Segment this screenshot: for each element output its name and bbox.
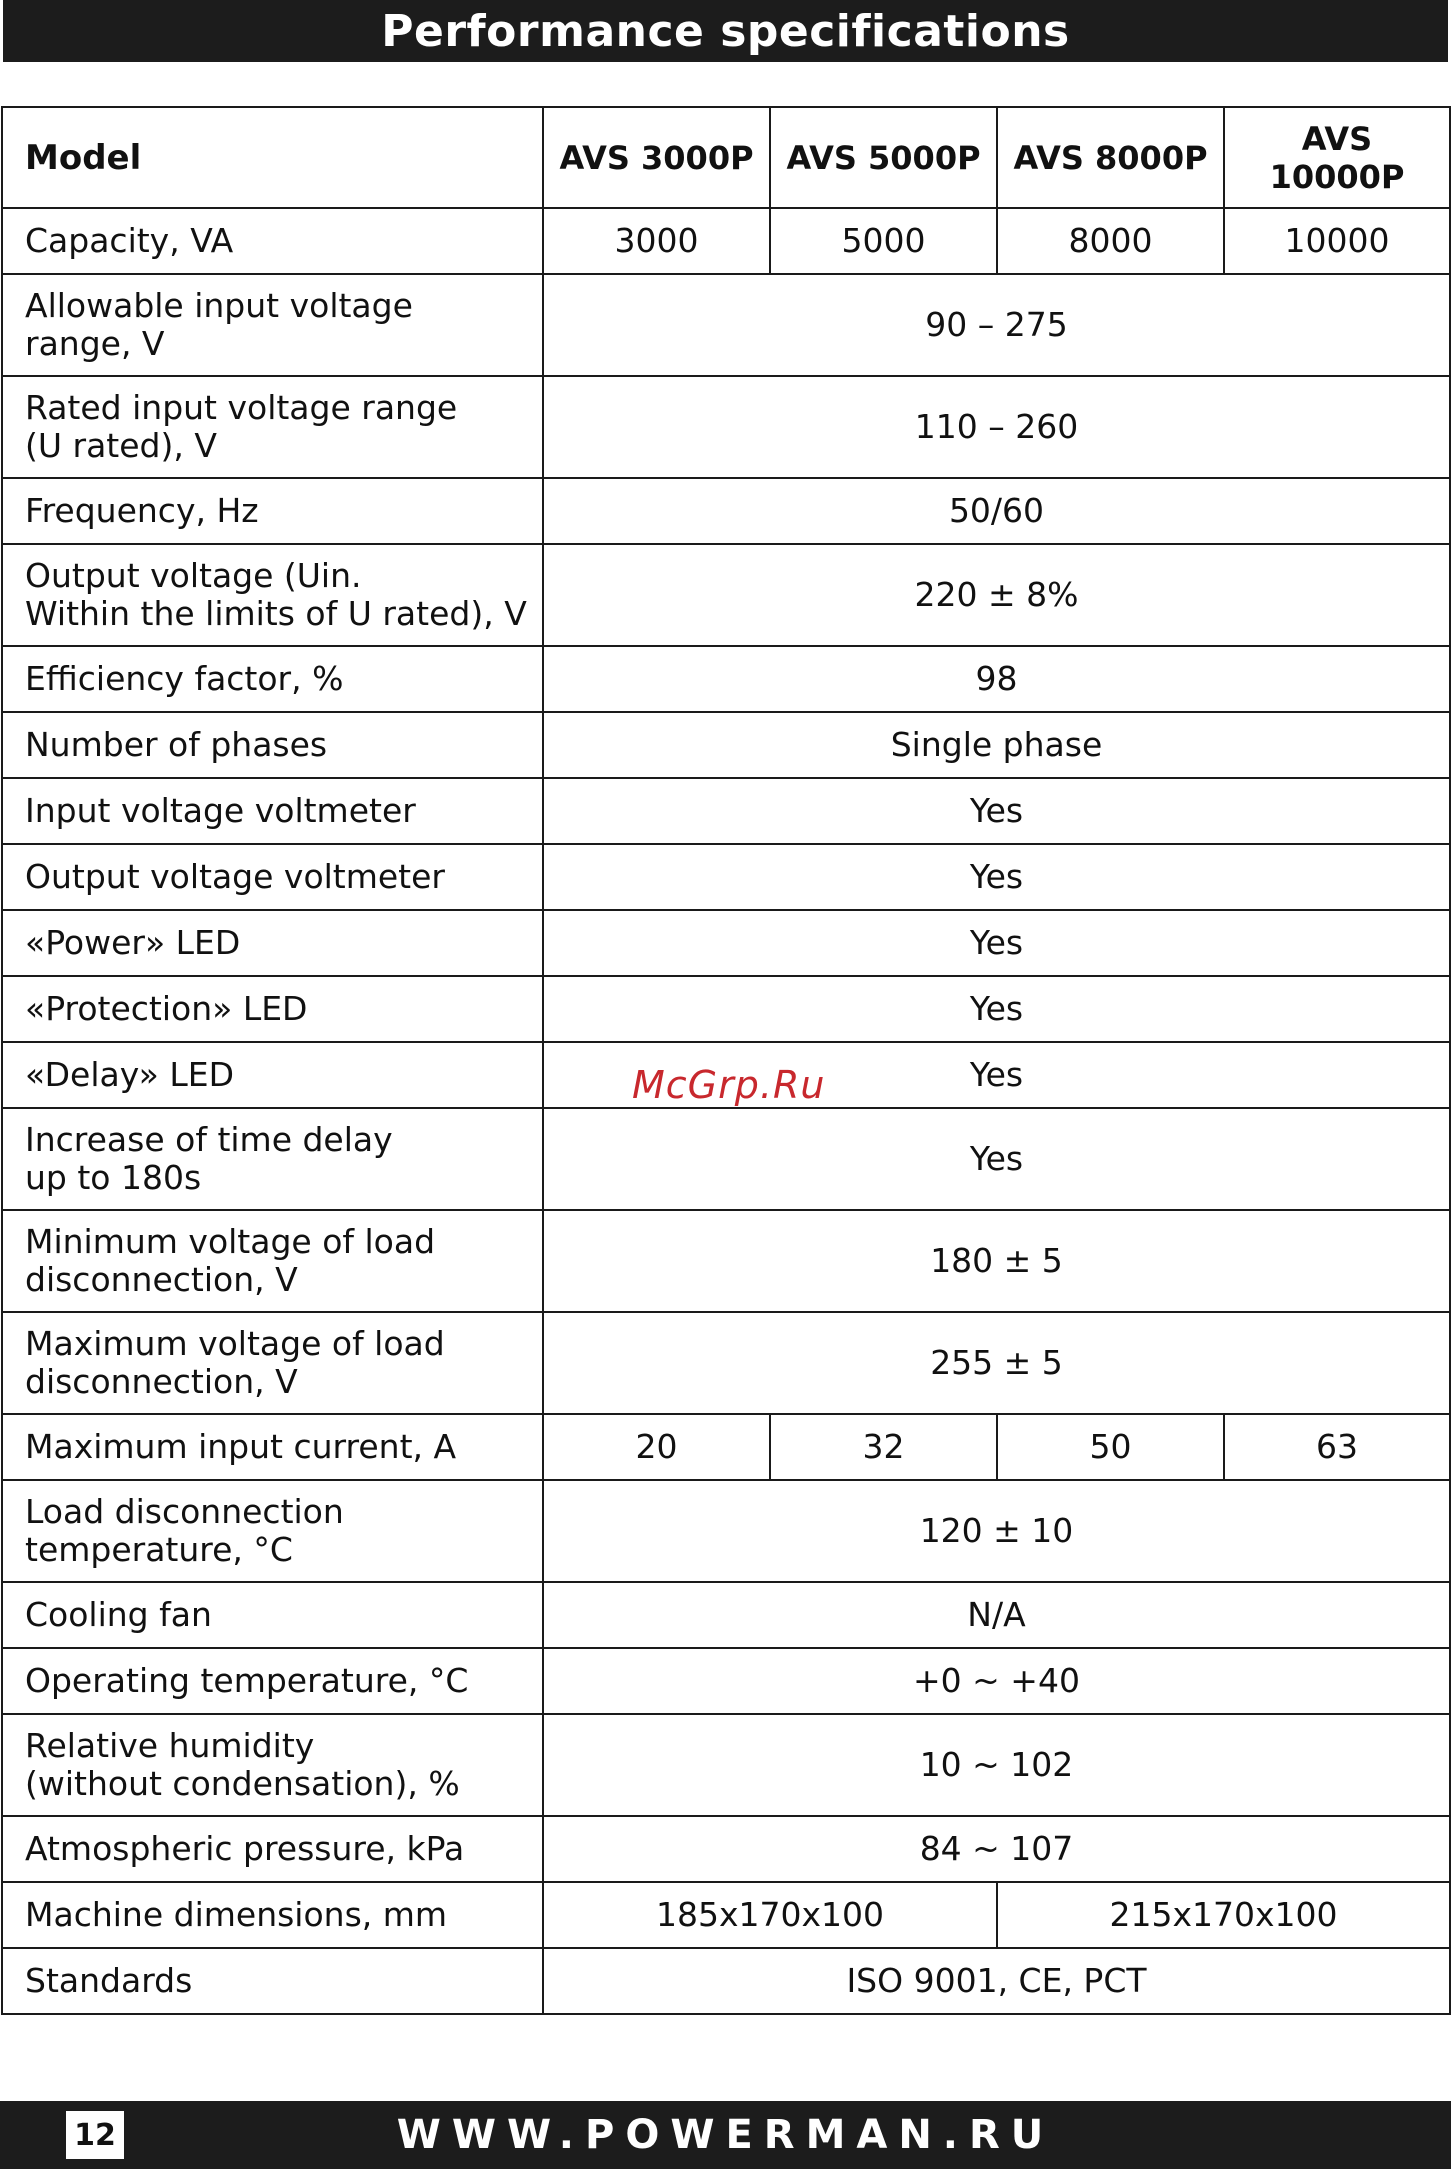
spec-value: 215x170x100: [997, 1882, 1450, 1948]
spec-label: Atmospheric pressure, kPa: [2, 1816, 543, 1882]
spec-row: [2, 274, 1450, 376]
spec-row: [2, 910, 1450, 976]
spec-label: «Delay» LED: [2, 1042, 543, 1108]
page-title: Performance specifications: [3, 0, 1448, 62]
model-header-row: [2, 107, 1450, 208]
spec-row: [2, 1108, 1450, 1210]
spec-label: Cooling fan: [2, 1582, 543, 1648]
spec-value: 220 ± 8%: [543, 544, 1450, 646]
spec-value: 120 ± 10: [543, 1480, 1450, 1582]
spec-row: [2, 1948, 1450, 2014]
spec-label: «Protection» LED: [2, 976, 543, 1042]
spec-value: Yes: [543, 976, 1450, 1042]
specifications-body: [2, 107, 1450, 2014]
spec-label: Load disconnection temperature, °C: [2, 1480, 543, 1582]
spec-value: 3000: [543, 208, 770, 274]
spec-row: [2, 544, 1450, 646]
spec-row: [2, 1210, 1450, 1312]
spec-value: Yes: [543, 778, 1450, 844]
spec-row: [2, 208, 1450, 274]
spec-label: Standards: [2, 1948, 543, 2014]
spec-label: Rated input voltage range (U rated), V: [2, 376, 543, 478]
spec-value: 10000: [1224, 208, 1450, 274]
spec-label: Allowable input voltage range, V: [2, 274, 543, 376]
spec-value: ISO 9001, CE, PCT: [543, 1948, 1450, 2014]
spec-label: Input voltage voltmeter: [2, 778, 543, 844]
spec-value: 84 ~ 107: [543, 1816, 1450, 1882]
spec-value: 50/60: [543, 478, 1450, 544]
page-number: 12: [66, 2111, 124, 2159]
specifications-table: [1, 106, 1451, 2015]
spec-row: [2, 1414, 1450, 1480]
spec-row: [2, 844, 1450, 910]
spec-value: 10 ~ 102: [543, 1714, 1450, 1816]
spec-row: [2, 1882, 1450, 1948]
spec-label: Relative humidity (without condensation), %: [2, 1714, 543, 1816]
spec-value: +0 ~ +40: [543, 1648, 1450, 1714]
spec-row: [2, 1480, 1450, 1582]
spec-value: 63: [1224, 1414, 1450, 1480]
spec-row: [2, 646, 1450, 712]
spec-label: Frequency, Hz: [2, 478, 543, 544]
spec-row: [2, 712, 1450, 778]
spec-row: [2, 478, 1450, 544]
spec-value: 20: [543, 1414, 770, 1480]
spec-row: [2, 1582, 1450, 1648]
spec-row: [2, 1816, 1450, 1882]
model-avs-8000p: AVS 8000P: [997, 107, 1224, 208]
spec-row: [2, 976, 1450, 1042]
spec-value: 98: [543, 646, 1450, 712]
spec-value: 110 – 260: [543, 376, 1450, 478]
spec-value: Single phase: [543, 712, 1450, 778]
spec-label: Maximum voltage of load disconnection, V: [2, 1312, 543, 1414]
spec-label: Output voltage voltmeter: [2, 844, 543, 910]
spec-label: Operating temperature, °C: [2, 1648, 543, 1714]
spec-value: Yes: [543, 844, 1450, 910]
watermark: McGrp.Ru: [632, 1063, 826, 1107]
spec-label: Increase of time delay up to 180s: [2, 1108, 543, 1210]
spec-value: Yes: [543, 1108, 1450, 1210]
spec-label: Number of phases: [2, 712, 543, 778]
spec-value: 5000: [770, 208, 997, 274]
spec-label: Machine dimensions, mm: [2, 1882, 543, 1948]
spec-label: Maximum input current, A: [2, 1414, 543, 1480]
spec-row: [2, 1714, 1450, 1816]
spec-label: «Power» LED: [2, 910, 543, 976]
spec-value: 8000: [997, 208, 1224, 274]
spec-label: Capacity, VA: [2, 208, 543, 274]
spec-row: [2, 1648, 1450, 1714]
spec-value: Yes: [543, 910, 1450, 976]
spec-row: [2, 778, 1450, 844]
spec-value: 50: [997, 1414, 1224, 1480]
spec-value: 32: [770, 1414, 997, 1480]
spec-label: Minimum voltage of load disconnection, V: [2, 1210, 543, 1312]
spec-label: Efficiency factor, %: [2, 646, 543, 712]
model-avs-3000p: AVS 3000P: [543, 107, 770, 208]
model-avs-10000p: AVS 10000P: [1224, 107, 1450, 208]
footer: [0, 2101, 1451, 2169]
spec-value: 185x170x100: [543, 1882, 997, 1948]
spec-label: Output voltage (Uin. Within the limits of U rated), V: [2, 544, 543, 646]
spec-row: [2, 1312, 1450, 1414]
spec-value: 90 – 275: [543, 274, 1450, 376]
spec-row: [2, 376, 1450, 478]
spec-value: 180 ± 5: [543, 1210, 1450, 1312]
model-label: Model: [2, 107, 543, 208]
spec-value: 255 ± 5: [543, 1312, 1450, 1414]
model-avs-5000p: AVS 5000P: [770, 107, 997, 208]
website-url: WWW.POWERMAN.RU: [396, 2112, 1055, 2158]
spec-value: N/A: [543, 1582, 1450, 1648]
spec-value: Yes: [543, 1042, 1450, 1108]
